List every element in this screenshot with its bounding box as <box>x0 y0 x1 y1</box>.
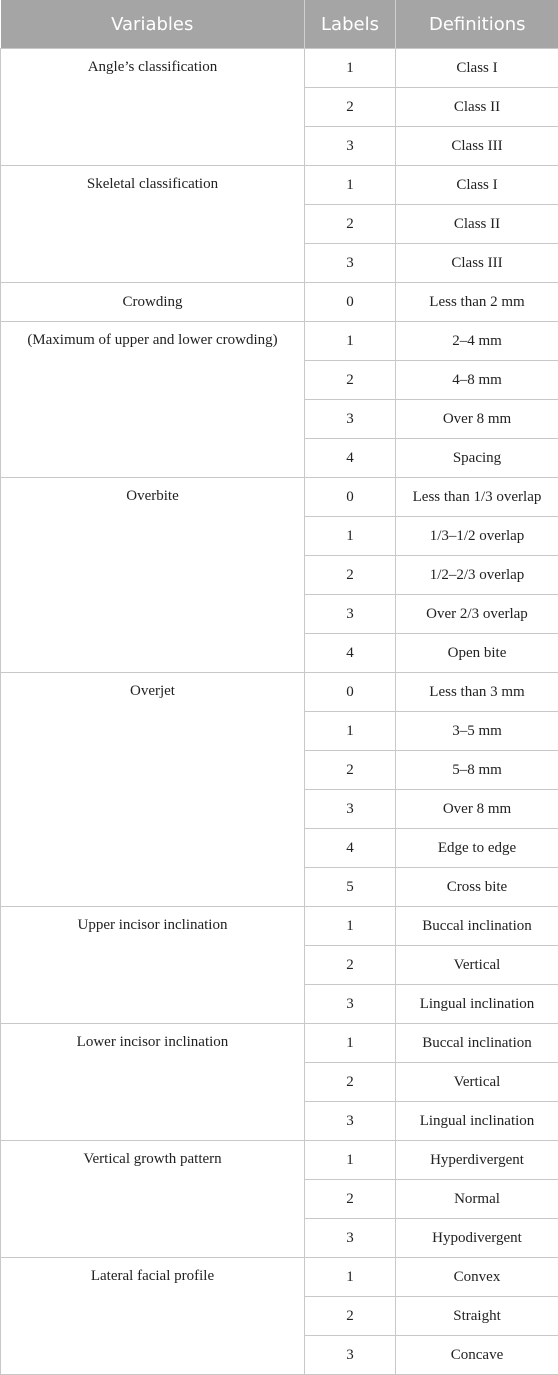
definition-cell: 5–8 mm <box>396 751 558 790</box>
definition-cell: Class I <box>396 166 558 205</box>
table-row <box>1 1024 558 1063</box>
definition-cell: 1/2–2/3 overlap <box>396 556 558 595</box>
definition-cell: 1/3–1/2 overlap <box>396 517 558 556</box>
label-cell: 2 <box>305 1297 396 1336</box>
definition-cell: 2–4 mm <box>396 322 558 361</box>
definition-cell: Hypodivergent <box>396 1219 558 1258</box>
header-variables: Variables <box>1 0 305 49</box>
label-cell: 2 <box>305 751 396 790</box>
label-cell: 3 <box>305 1336 396 1375</box>
label-cell: 1 <box>305 49 396 88</box>
table-row <box>1 322 558 361</box>
label-cell: 2 <box>305 946 396 985</box>
variable-cell: Overbite <box>1 478 305 673</box>
label-cell: 4 <box>305 829 396 868</box>
definition-cell: Over 2/3 overlap <box>396 595 558 634</box>
variable-cell: Vertical growth pattern <box>1 1141 305 1258</box>
label-cell: 2 <box>305 88 396 127</box>
variable-cell: (Maximum of upper and lower crowding) <box>1 322 305 478</box>
definition-cell: Hyperdivergent <box>396 1141 558 1180</box>
definition-cell: Less than 2 mm <box>396 283 558 322</box>
definition-cell: Cross bite <box>396 868 558 907</box>
table-body <box>1 49 558 1375</box>
label-cell: 4 <box>305 439 396 478</box>
table-row <box>1 907 558 946</box>
label-cell: 5 <box>305 868 396 907</box>
definition-cell: Class II <box>396 88 558 127</box>
label-cell: 1 <box>305 1024 396 1063</box>
label-cell: 0 <box>305 673 396 712</box>
variable-cell: Lower incisor inclination <box>1 1024 305 1141</box>
definition-cell: Straight <box>396 1297 558 1336</box>
definition-cell: Class II <box>396 205 558 244</box>
label-cell: 2 <box>305 205 396 244</box>
label-cell: 4 <box>305 634 396 673</box>
variable-cell: Skeletal classification <box>1 166 305 283</box>
table-row <box>1 478 558 517</box>
label-cell: 1 <box>305 1258 396 1297</box>
definition-cell: Lingual inclination <box>396 1102 558 1141</box>
definition-cell: Buccal inclination <box>396 907 558 946</box>
label-cell: 2 <box>305 556 396 595</box>
label-cell: 0 <box>305 478 396 517</box>
table-row <box>1 283 558 322</box>
definition-cell: Vertical <box>396 1063 558 1102</box>
label-cell: 1 <box>305 322 396 361</box>
label-cell: 3 <box>305 595 396 634</box>
table-row <box>1 673 558 712</box>
label-cell: 2 <box>305 1063 396 1102</box>
label-cell: 3 <box>305 127 396 166</box>
table-row <box>1 1141 558 1180</box>
label-cell: 3 <box>305 244 396 283</box>
definition-cell: Spacing <box>396 439 558 478</box>
definition-cell: Vertical <box>396 946 558 985</box>
label-cell: 3 <box>305 1219 396 1258</box>
label-cell: 1 <box>305 517 396 556</box>
table-row <box>1 1258 558 1297</box>
label-cell: 3 <box>305 790 396 829</box>
label-cell: 1 <box>305 1141 396 1180</box>
definition-cell: Less than 1/3 overlap <box>396 478 558 517</box>
header-labels: Labels <box>305 0 396 49</box>
label-cell: 3 <box>305 400 396 439</box>
label-cell: 3 <box>305 985 396 1024</box>
variable-cell: Lateral facial profile <box>1 1258 305 1375</box>
definition-cell: Class III <box>396 244 558 283</box>
label-cell: 1 <box>305 166 396 205</box>
definition-cell: Normal <box>396 1180 558 1219</box>
header-definitions: Definitions <box>396 0 558 49</box>
variable-cell: Angle’s classification <box>1 49 305 166</box>
definition-cell: Class III <box>396 127 558 166</box>
label-cell: 1 <box>305 712 396 751</box>
definition-cell: Buccal inclination <box>396 1024 558 1063</box>
label-cell: 3 <box>305 1102 396 1141</box>
label-cell: 0 <box>305 283 396 322</box>
definition-cell: Edge to edge <box>396 829 558 868</box>
label-cell: 1 <box>305 907 396 946</box>
table-row <box>1 166 558 205</box>
definition-cell: Over 8 mm <box>396 790 558 829</box>
definition-cell: Open bite <box>396 634 558 673</box>
label-cell: 2 <box>305 361 396 400</box>
label-cell: 2 <box>305 1180 396 1219</box>
definition-cell: Lingual inclination <box>396 985 558 1024</box>
definition-cell: Over 8 mm <box>396 400 558 439</box>
definition-cell: 3–5 mm <box>396 712 558 751</box>
variable-cell: Crowding <box>1 283 305 322</box>
definition-cell: Class I <box>396 49 558 88</box>
variable-cell: Upper incisor inclination <box>1 907 305 1024</box>
definition-cell: 4–8 mm <box>396 361 558 400</box>
table-row <box>1 49 558 88</box>
definition-cell: Convex <box>396 1258 558 1297</box>
header-row <box>1 0 558 49</box>
definition-cell: Concave <box>396 1336 558 1375</box>
variable-cell: Overjet <box>1 673 305 907</box>
definition-cell: Less than 3 mm <box>396 673 558 712</box>
